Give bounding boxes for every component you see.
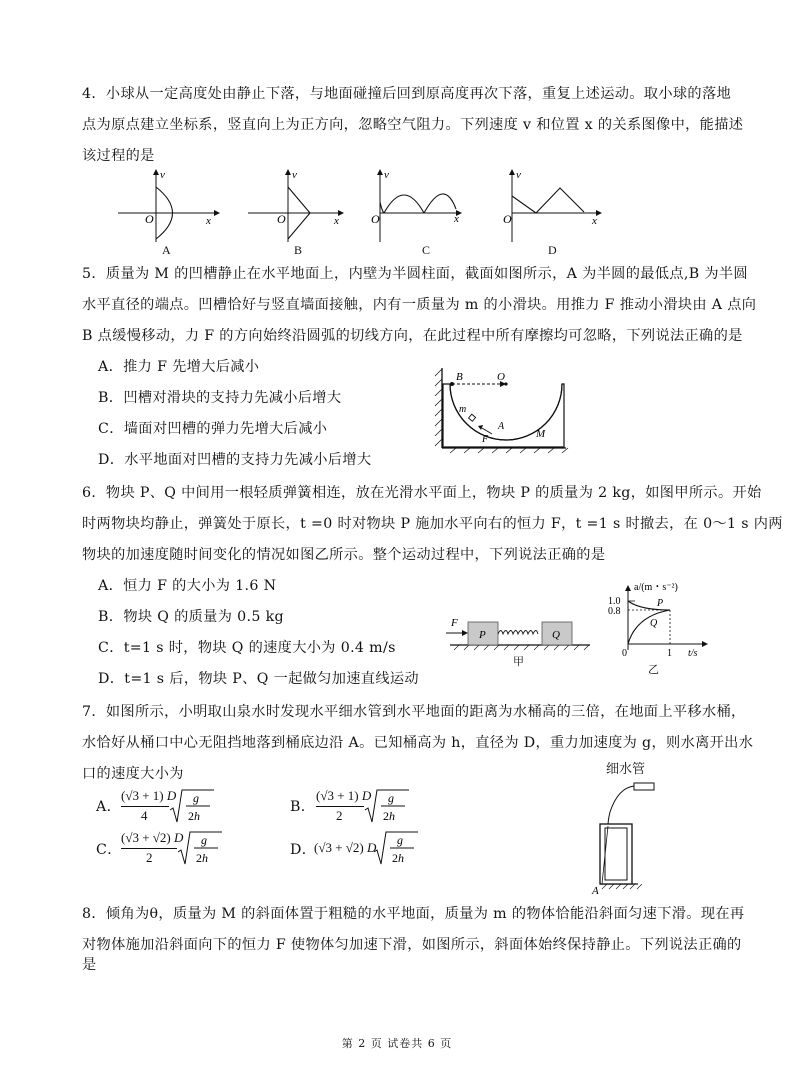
q5-label-m: m <box>459 404 467 415</box>
q6-caption-yi: 乙 <box>648 664 659 676</box>
q4-a-v: v <box>160 169 165 181</box>
q4-c-v: v <box>384 169 389 181</box>
svg-text:2h: 2h <box>383 809 395 823</box>
q4-graph-d <box>500 166 610 246</box>
q6-figure-yi <box>600 576 720 668</box>
q4-line-1: 4．小球从一定高度处由静止下落，与地面碰撞后回到原高度再次下落，重复上述运动。取小球的落地 <box>82 86 732 102</box>
q4-b-x: x <box>334 215 339 227</box>
svg-text:2h: 2h <box>188 809 200 823</box>
q6-line-2: 时两物块均静止，弹簧处于原长，t =0 时对物块 P 施加水平向右的恒力 F，t =1 s 时撤去，在 0～1 s 内两 <box>82 516 783 532</box>
q6-yi-y2: 0.8 <box>608 606 621 617</box>
q6-line-3: 物块的加速度随时间变化的情况如图乙所示。整个运动过程中，下列说法正确的是 <box>82 547 606 563</box>
q4-b-o: O <box>277 212 286 226</box>
svg-text:2h: 2h <box>392 851 404 865</box>
svg-text:g: g <box>397 833 403 847</box>
q6-yi-q: Q <box>650 618 658 629</box>
q8-line-2: 对物体施加沿斜面向下的恒力 F 使物体匀加速下滑，如图所示，斜面体始终保持静止。下列说法正确的 <box>82 937 742 953</box>
q7-pipe-label: 细水管 <box>606 761 646 776</box>
q5-line-1: 5．质量为 M 的凹槽静止在水平地面上，内壁为半圆柱面，截面如图所示，A 为半圆的最低点,B 为半圆 <box>82 266 748 282</box>
q6-option-c: C．t=1 s 时，物块 Q 的速度大小为 0.4 m/s <box>98 640 396 656</box>
q5-label-o: O <box>497 371 505 383</box>
q7-line-3: 口的速度大小为 <box>82 766 184 782</box>
q5-groove-figure <box>430 362 570 454</box>
q7-bucket-figure <box>586 760 696 896</box>
q5-label-mm: M <box>536 428 546 440</box>
q5-option-a: A．推力 F 先增大后减小 <box>98 359 260 375</box>
q8-line-1: 8．倾角为θ，质量为 M 的斜面体置于粗糙的水平地面，质量为 m 的物体恰能沿斜面匀速下滑。现在再 <box>82 906 745 922</box>
svg-text:g: g <box>193 791 199 805</box>
q7-line-2: 水恰好从桶口中心无阻挡地落到桶底边沿 A。已知桶高为 h，直径为 D，重力加速度为 g，则水离开出水 <box>82 735 754 751</box>
q4-label-c: C <box>422 243 431 257</box>
q6-yi-ylabel: a/(m・s⁻²) <box>634 582 678 593</box>
q4-b-v: v <box>292 169 297 181</box>
q5-line-2: 水平直径的端点。凹槽恰好与竖直墙面接触，内有一质量为 m 的小滑块。用推力 F 推动小滑块由 A 点向 <box>82 297 757 313</box>
q6-caption-jia: 甲 <box>513 656 524 668</box>
q6-option-a: A．恒力 F 的大小为 1.6 N <box>98 578 277 594</box>
q7-option-a-letter: A． <box>96 799 122 815</box>
q6-line-1: 6．物块 P、Q 中间用一根轻质弹簧相连，放在光滑水平面上，物块 P 的质量为 2 kg，如图甲所示。开始 <box>82 485 762 501</box>
q4-graph-b <box>244 166 354 246</box>
svg-text:2h: 2h <box>196 851 208 865</box>
q6-jia-p: P <box>479 629 486 641</box>
q6-yi-x0: 0 <box>622 648 627 659</box>
q6-option-d: D．t=1 s 后，物块 P、Q 一起做匀加速直线运动 <box>98 671 419 687</box>
q4-label-d: D <box>548 243 557 257</box>
q4-a-o: O <box>145 212 154 226</box>
q4-graph-c <box>368 166 478 246</box>
q6-yi-y1: 1.0 <box>608 596 621 607</box>
q4-c-x: x <box>454 213 459 225</box>
q5-label-b: B <box>456 371 463 383</box>
q7-line-1: 7．如图所示，小明取山泉水时发现水平细水管到水平地面的距离为水桶高的三倍，在地面上平移水桶， <box>82 704 746 720</box>
q5-option-c: C．墙面对凹槽的弹力先增大后减小 <box>98 421 328 437</box>
svg-text:g: g <box>388 791 394 805</box>
q7-option-c-letter: C． <box>96 842 122 858</box>
q4-line-3: 该过程的是 <box>82 148 155 164</box>
q6-jia-f: F <box>451 617 458 629</box>
q7-option-b-letter: B． <box>290 799 316 815</box>
q6-yi-p: P <box>657 598 664 609</box>
svg-text:g: g <box>201 833 207 847</box>
q4-d-v: v <box>516 169 521 181</box>
q6-jia-q: Q <box>552 629 560 641</box>
q4-label-a: A <box>162 243 171 257</box>
q8-line-3: 是 <box>82 957 97 973</box>
q5-option-b: B．凹槽对滑块的支持力先减小后增大 <box>98 390 342 406</box>
q7-label-a: A <box>592 885 599 897</box>
q7-option-d-letter: D． <box>290 842 317 858</box>
q6-yi-x1: 1 <box>667 648 672 659</box>
q4-a-x: x <box>206 215 211 227</box>
q4-label-b: B <box>294 243 303 257</box>
q6-yi-xlabel: t/s <box>688 648 698 659</box>
q4-d-x: x <box>592 215 597 227</box>
q5-line-3: B 点缓慢移动，力 F 的方向始终沿圆弧的切线方向，在此过程中所有摩擦均可忽略，下列说法正确的是 <box>82 328 743 344</box>
q4-line-2: 点为原点建立坐标系，竖直向上为正方向，忽略空气阻力。下列速度 v 和位置 x 的关系图像中，能描述 <box>82 117 744 133</box>
q5-label-a: A <box>498 421 505 432</box>
q6-option-b: B．物块 Q 的质量为 0.5 kg <box>98 609 284 625</box>
q4-d-o: O <box>503 212 512 226</box>
q4-graph-a <box>114 166 224 246</box>
q5-label-f: F <box>482 434 489 445</box>
page-footer: 第 2 页 试卷共 6 页 <box>341 1037 453 1050</box>
q5-option-d: D．水平地面对凹槽的支持力先减小后增大 <box>98 452 372 468</box>
q4-c-o: O <box>371 212 380 226</box>
